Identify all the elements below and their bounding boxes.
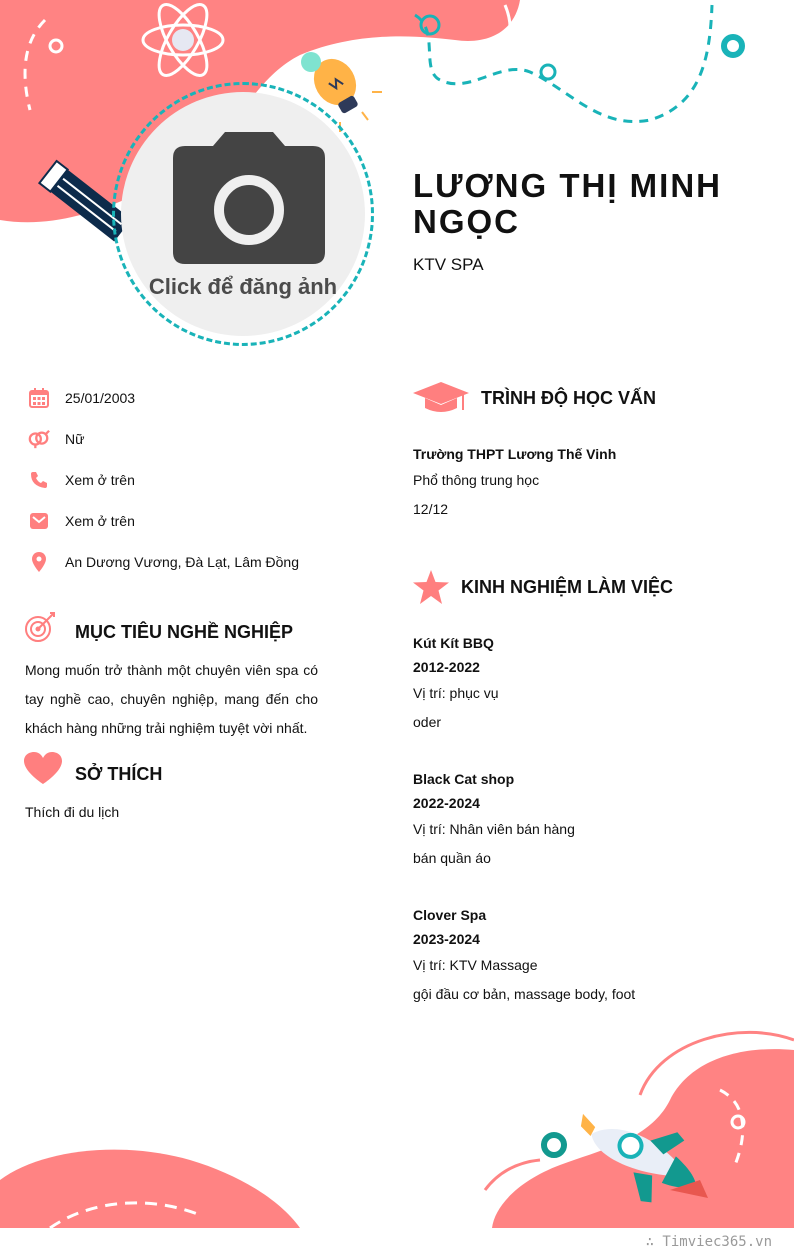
experience-period: 2012-2022 [413, 659, 480, 675]
candidate-name: LƯƠNG THỊ MINH NGỌC [413, 167, 722, 240]
avatar-placeholder [121, 92, 365, 336]
hobbies-title: SỞ THÍCH [75, 764, 163, 784]
hobbies-text: Thích đi du lịch [25, 804, 120, 820]
education-school: Trường THPT Lương Thế Vinh [413, 446, 617, 462]
experience-period: 2023-2024 [413, 931, 480, 947]
experience-description: gội đầu cơ bản, massage body, foot [413, 986, 636, 1002]
education-grade: 12/12 [413, 501, 449, 517]
avatar-upload-label: Click để đăng ảnh [148, 274, 338, 299]
experience-position: Vị trí: Nhân viên bán hàng [413, 821, 575, 837]
avatar-upload[interactable] [112, 82, 374, 346]
contact-value: Xem ở trên [65, 513, 135, 529]
gender-icon [28, 428, 50, 450]
experience-position: Vị trí: KTV Massage [413, 957, 538, 973]
watermark: ∴ Timviec365.vn [645, 1234, 772, 1250]
experience-company: Black Cat shop [413, 771, 515, 787]
experience-title: KINH NGHIỆM LÀM VIỆC [461, 577, 674, 597]
target-icon [24, 611, 58, 643]
experience-period: 2022-2024 [413, 795, 480, 811]
contact-value: 25/01/2003 [65, 390, 136, 406]
objective-title: MỤC TIÊU NGHỀ NGHIỆP [75, 622, 294, 642]
job-title: KTV SPA [413, 255, 484, 274]
location-pin-icon [28, 551, 50, 573]
contact-gender [28, 427, 348, 451]
calendar-icon [28, 387, 50, 409]
contact-phone [28, 468, 348, 492]
experience-description: bán quần áo [413, 850, 491, 866]
graduation-cap-icon [413, 380, 469, 414]
experience-company: Kút Kít BBQ [413, 635, 494, 651]
contact-address [28, 550, 348, 574]
objective-text: Mong muốn trở thành một chuyên viên spa có tay nghề cao, chuyên nghiệp, mang đến cho khách hàng những trải nghiệm tuyệt vời nhất. [25, 662, 318, 736]
experience-company: Clover Spa [413, 907, 487, 923]
contact-email [28, 509, 348, 533]
contact-value: An Dương Vương, Đà Lạt, Lâm Đồng [65, 554, 300, 570]
star-icon [413, 570, 449, 604]
contact-birthdate [28, 386, 348, 410]
heart-icon [24, 752, 62, 784]
camera-icon [173, 132, 325, 264]
contact-value: Nữ [65, 431, 85, 447]
email-icon [28, 510, 50, 532]
experience-description: oder [413, 714, 442, 730]
phone-icon [28, 469, 50, 491]
contact-value: Xem ở trên [65, 472, 135, 488]
education-title: TRÌNH ĐỘ HỌC VẤN [481, 388, 656, 408]
experience-position: Vị trí: phục vụ [413, 685, 499, 701]
education-level: Phổ thông trung học [413, 472, 540, 488]
